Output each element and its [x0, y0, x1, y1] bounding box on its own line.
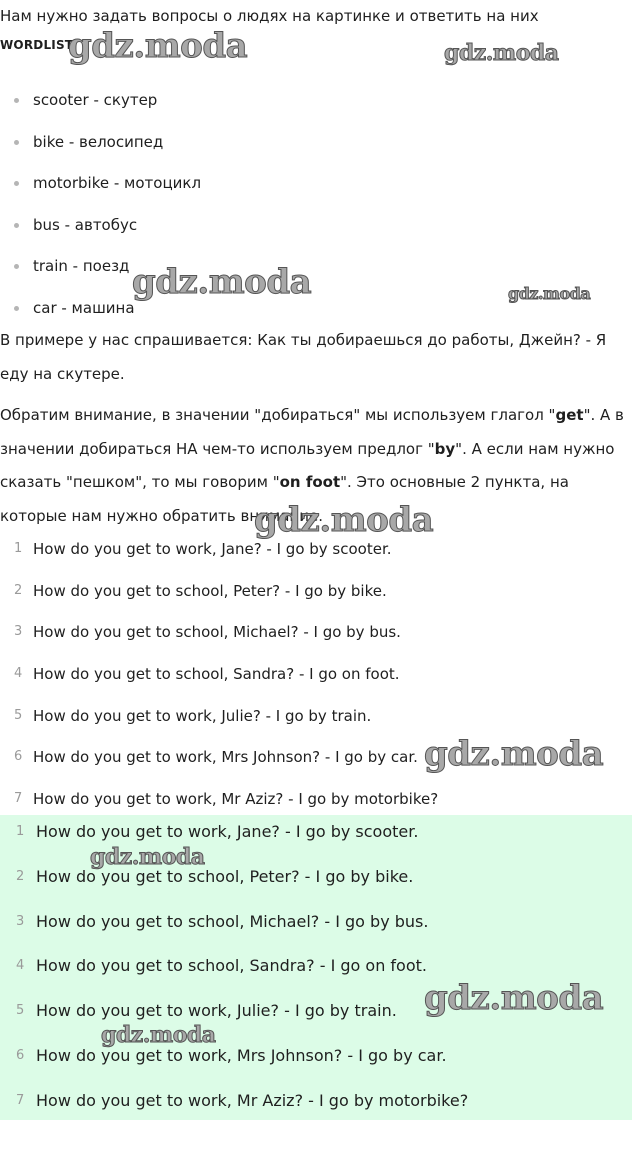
list-item: [0, 908, 632, 953]
item-number: 7: [16, 1092, 25, 1108]
keyword-get: get: [555, 406, 584, 424]
wordlist-title: WORDLIST: [0, 38, 74, 52]
intro-text: Нам нужно задать вопросы о людях на картинке и ответить на них: [0, 7, 539, 25]
bullet-icon: [14, 140, 19, 145]
list-item: [0, 577, 632, 619]
list-item: [0, 618, 632, 660]
list-item: [0, 952, 632, 997]
answers-list: [0, 818, 632, 1132]
example-paragraph: В примере у нас спрашивается: Как ты добираешься до работы, Джейн? - Я еду на скутере.: [0, 331, 607, 383]
wordlist: [0, 86, 632, 335]
list-item: [0, 252, 632, 294]
item-number: 3: [16, 913, 25, 929]
list-item: [0, 1042, 632, 1087]
question-text: How do you get to work, Jane? - I go by scooter.: [33, 540, 392, 558]
word-text: motorbike - мотоцикл: [33, 174, 202, 192]
word-text: bike - велосипед: [33, 132, 164, 151]
list-item: [0, 86, 632, 128]
explanation-text: ". Это основные 2 пункта, на которые нам нужно обратить внимание.: [0, 473, 569, 525]
item-number: 2: [16, 868, 25, 884]
word-text: train - поезд: [33, 257, 130, 275]
item-number: 5: [14, 707, 23, 723]
list-item: [0, 743, 632, 785]
question-text: How do you get to work, Julie? - I go by train.: [33, 706, 372, 725]
question-text: How do you get to work, Mrs Johnson? - I go by car.: [33, 748, 418, 767]
bullet-icon: [14, 223, 19, 228]
list-item: [0, 1087, 632, 1132]
watermark: gdz.moda: [424, 978, 604, 1018]
list-item: [0, 169, 632, 211]
bullet-icon: [14, 306, 19, 311]
answer-text: How do you get to work, Mrs Johnson? - I go by car.: [36, 1045, 447, 1065]
watermark: gdz.moda: [444, 40, 559, 66]
question-text: How do you get to school, Peter? - I go by bike.: [33, 581, 387, 600]
question-text: How do you get to school, Michael? - I go by bus.: [33, 623, 401, 642]
watermark: gdz.moda: [254, 500, 434, 540]
item-number: 6: [14, 749, 23, 765]
keyword-on-foot: on foot: [279, 473, 341, 491]
questions-list: [0, 535, 632, 827]
list-item: [0, 997, 632, 1042]
list-item: [0, 818, 632, 863]
item-number: 7: [14, 791, 23, 807]
watermark: gdz.moda: [508, 284, 591, 303]
list-item: [0, 211, 632, 253]
list-item: [0, 660, 632, 702]
watermark: gdz.moda: [424, 734, 604, 774]
explanation-text: Обратим внимание, в значении "добираться" мы используем глагол ": [0, 406, 556, 424]
item-number: 3: [14, 624, 23, 640]
explanation-paragraph: [0, 399, 630, 533]
list-item: [0, 535, 632, 577]
bullet-icon: [14, 98, 19, 103]
item-number: 4: [14, 666, 23, 682]
answer-text: How do you get to school, Michael? - I go by bus.: [36, 911, 429, 931]
item-number: 6: [16, 1047, 25, 1063]
list-item: [0, 863, 632, 908]
question-text: How do you get to work, Mr Aziz? - I go by motorbike?: [33, 790, 439, 809]
bullet-icon: [14, 264, 19, 269]
watermark: gdz.moda: [132, 262, 312, 302]
answer-text: How do you get to school, Sandra? - I go on foot.: [36, 956, 427, 976]
watermark: gdz.moda: [90, 844, 205, 870]
explanation-text: ". А в значении добираться НА чем-то используем предлог ": [0, 406, 624, 458]
word-text: bus - автобус: [33, 215, 138, 234]
word-text: car - машина: [33, 298, 135, 317]
answer-text: How do you get to work, Julie? - I go by train.: [36, 1001, 397, 1021]
watermark: gdz.moda: [68, 26, 248, 66]
item-number: 5: [16, 1003, 25, 1019]
question-text: How do you get to school, Sandra? - I go on foot.: [33, 665, 400, 684]
item-number: 2: [14, 582, 23, 598]
explanation-text: ". А если нам нужно сказать "пешком", то мы говорим ": [0, 439, 615, 491]
word-text: scooter - скутер: [33, 91, 158, 109]
item-number: 1: [16, 824, 25, 839]
answer-text: How do you get to work, Jane? - I go by scooter.: [36, 822, 419, 841]
bullet-icon: [14, 181, 19, 186]
list-item: [0, 702, 632, 744]
list-item: [0, 128, 632, 170]
watermark: gdz.moda: [101, 1022, 216, 1048]
item-number: 1: [14, 541, 23, 556]
keyword-by: by: [434, 439, 456, 458]
item-number: 4: [16, 958, 25, 974]
answer-text: How do you get to work, Mr Aziz? - I go by motorbike?: [36, 1090, 469, 1110]
answer-text: How do you get to school, Peter? - I go by bike.: [36, 866, 414, 886]
